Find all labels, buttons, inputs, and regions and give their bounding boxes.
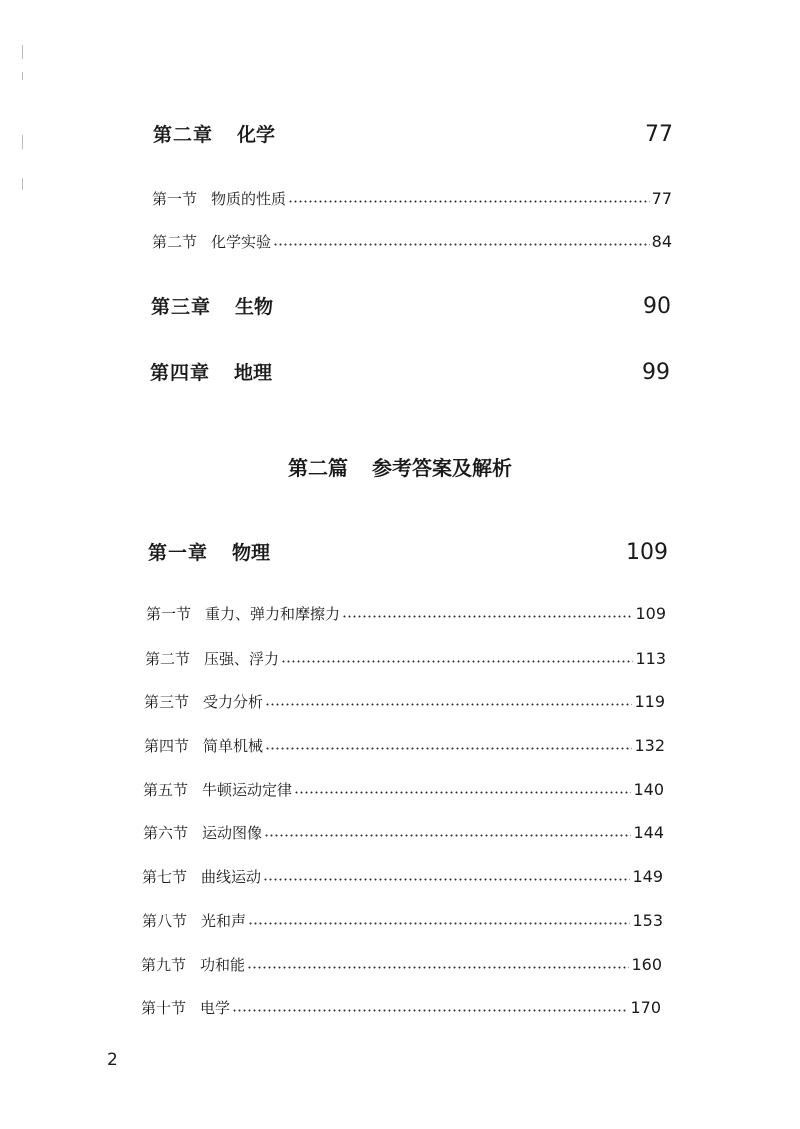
toc-section-row[interactable]: [143, 779, 664, 800]
scan-speck: [22, 178, 23, 190]
toc-section-row[interactable]: [146, 603, 666, 624]
dot-leader: [265, 747, 632, 750]
chapter-title: 物理: [232, 542, 271, 564]
toc-section-row[interactable]: [142, 910, 663, 931]
toc-section-row[interactable]: [144, 691, 665, 712]
part-number: 第二篇: [288, 456, 348, 480]
chapter-number: 第一章: [148, 542, 209, 564]
dot-leader: [247, 966, 629, 969]
scan-speck: [22, 135, 23, 149]
section-page: 119: [634, 692, 665, 711]
section-title: 化学实验: [211, 233, 272, 251]
section-title: 重力、弹力和摩擦力: [205, 605, 341, 623]
dot-leader: [288, 200, 650, 203]
section-number: 第六节: [143, 824, 189, 842]
section-page: 109: [635, 604, 666, 623]
dot-leader: [248, 922, 630, 925]
section-number: 第四节: [144, 737, 190, 755]
section-page: 144: [633, 823, 664, 842]
toc-section-row[interactable]: [141, 954, 662, 975]
dot-leader: [232, 1009, 628, 1012]
section-title: 曲线运动: [201, 868, 262, 886]
section-page: 170: [630, 998, 661, 1017]
part-heading: [0, 452, 800, 481]
part-title: 参考答案及解析: [372, 456, 512, 480]
scan-speck: [22, 72, 23, 80]
dot-leader: [264, 834, 631, 837]
toc-section-row[interactable]: [145, 648, 666, 669]
page-number: 2: [107, 1050, 118, 1070]
toc-chapter-row[interactable]: [148, 538, 668, 565]
section-page: 153: [632, 911, 663, 930]
section-number: 第一节: [152, 190, 198, 208]
dot-leader: [294, 791, 631, 794]
section-title: 牛顿运动定律: [202, 781, 293, 799]
section-page: 77: [651, 189, 672, 208]
toc-section-row[interactable]: [142, 866, 663, 887]
dot-leader: [265, 703, 632, 706]
section-title: 受力分析: [203, 693, 264, 711]
chapter-number: 第三章: [151, 296, 212, 318]
section-title: 压强、浮力: [204, 650, 280, 668]
toc-section-row[interactable]: [144, 735, 665, 756]
chapter-title: 生物: [235, 296, 274, 318]
toc-chapter-row[interactable]: [153, 120, 673, 147]
chapter-page: 90: [643, 294, 671, 319]
chapter-number: 第四章: [150, 362, 211, 384]
chapter-title: 化学: [237, 124, 276, 146]
scan-speck: [22, 45, 23, 59]
toc-chapter-row[interactable]: [150, 358, 670, 385]
section-page: 84: [651, 232, 672, 251]
section-number: 第八节: [142, 912, 188, 930]
toc-chapter-row[interactable]: [151, 292, 671, 319]
section-page: 113: [635, 649, 666, 668]
chapter-title: 地理: [234, 362, 273, 384]
section-page: 132: [634, 736, 665, 755]
toc-section-row[interactable]: [152, 188, 672, 209]
toc-section-row[interactable]: [141, 997, 661, 1018]
section-number: 第五节: [143, 781, 189, 799]
chapter-page: 99: [642, 360, 670, 385]
section-title: 运动图像: [202, 824, 263, 842]
chapter-page: 77: [645, 122, 673, 147]
chapter-number: 第二章: [153, 124, 214, 146]
section-page: 160: [631, 955, 662, 974]
section-title: 光和声: [201, 912, 247, 930]
section-title: 功和能: [200, 956, 246, 974]
toc-section-row[interactable]: [152, 231, 672, 252]
chapter-page: 109: [626, 540, 668, 565]
toc-section-row[interactable]: [143, 822, 664, 843]
section-number: 第九节: [141, 956, 187, 974]
dot-leader: [342, 615, 633, 618]
section-number: 第二节: [152, 233, 198, 251]
dot-leader: [263, 878, 630, 881]
section-number: 第二节: [145, 650, 191, 668]
section-title: 物质的性质: [211, 190, 287, 208]
section-number: 第七节: [142, 868, 188, 886]
dot-leader: [281, 660, 633, 663]
dot-leader: [273, 243, 650, 246]
section-number: 第一节: [146, 605, 192, 623]
section-page: 140: [633, 780, 664, 799]
section-number: 第十节: [141, 999, 187, 1017]
section-number: 第三节: [144, 693, 190, 711]
section-title: 简单机械: [203, 737, 264, 755]
section-page: 149: [632, 867, 663, 886]
section-title: 电学: [200, 999, 231, 1017]
